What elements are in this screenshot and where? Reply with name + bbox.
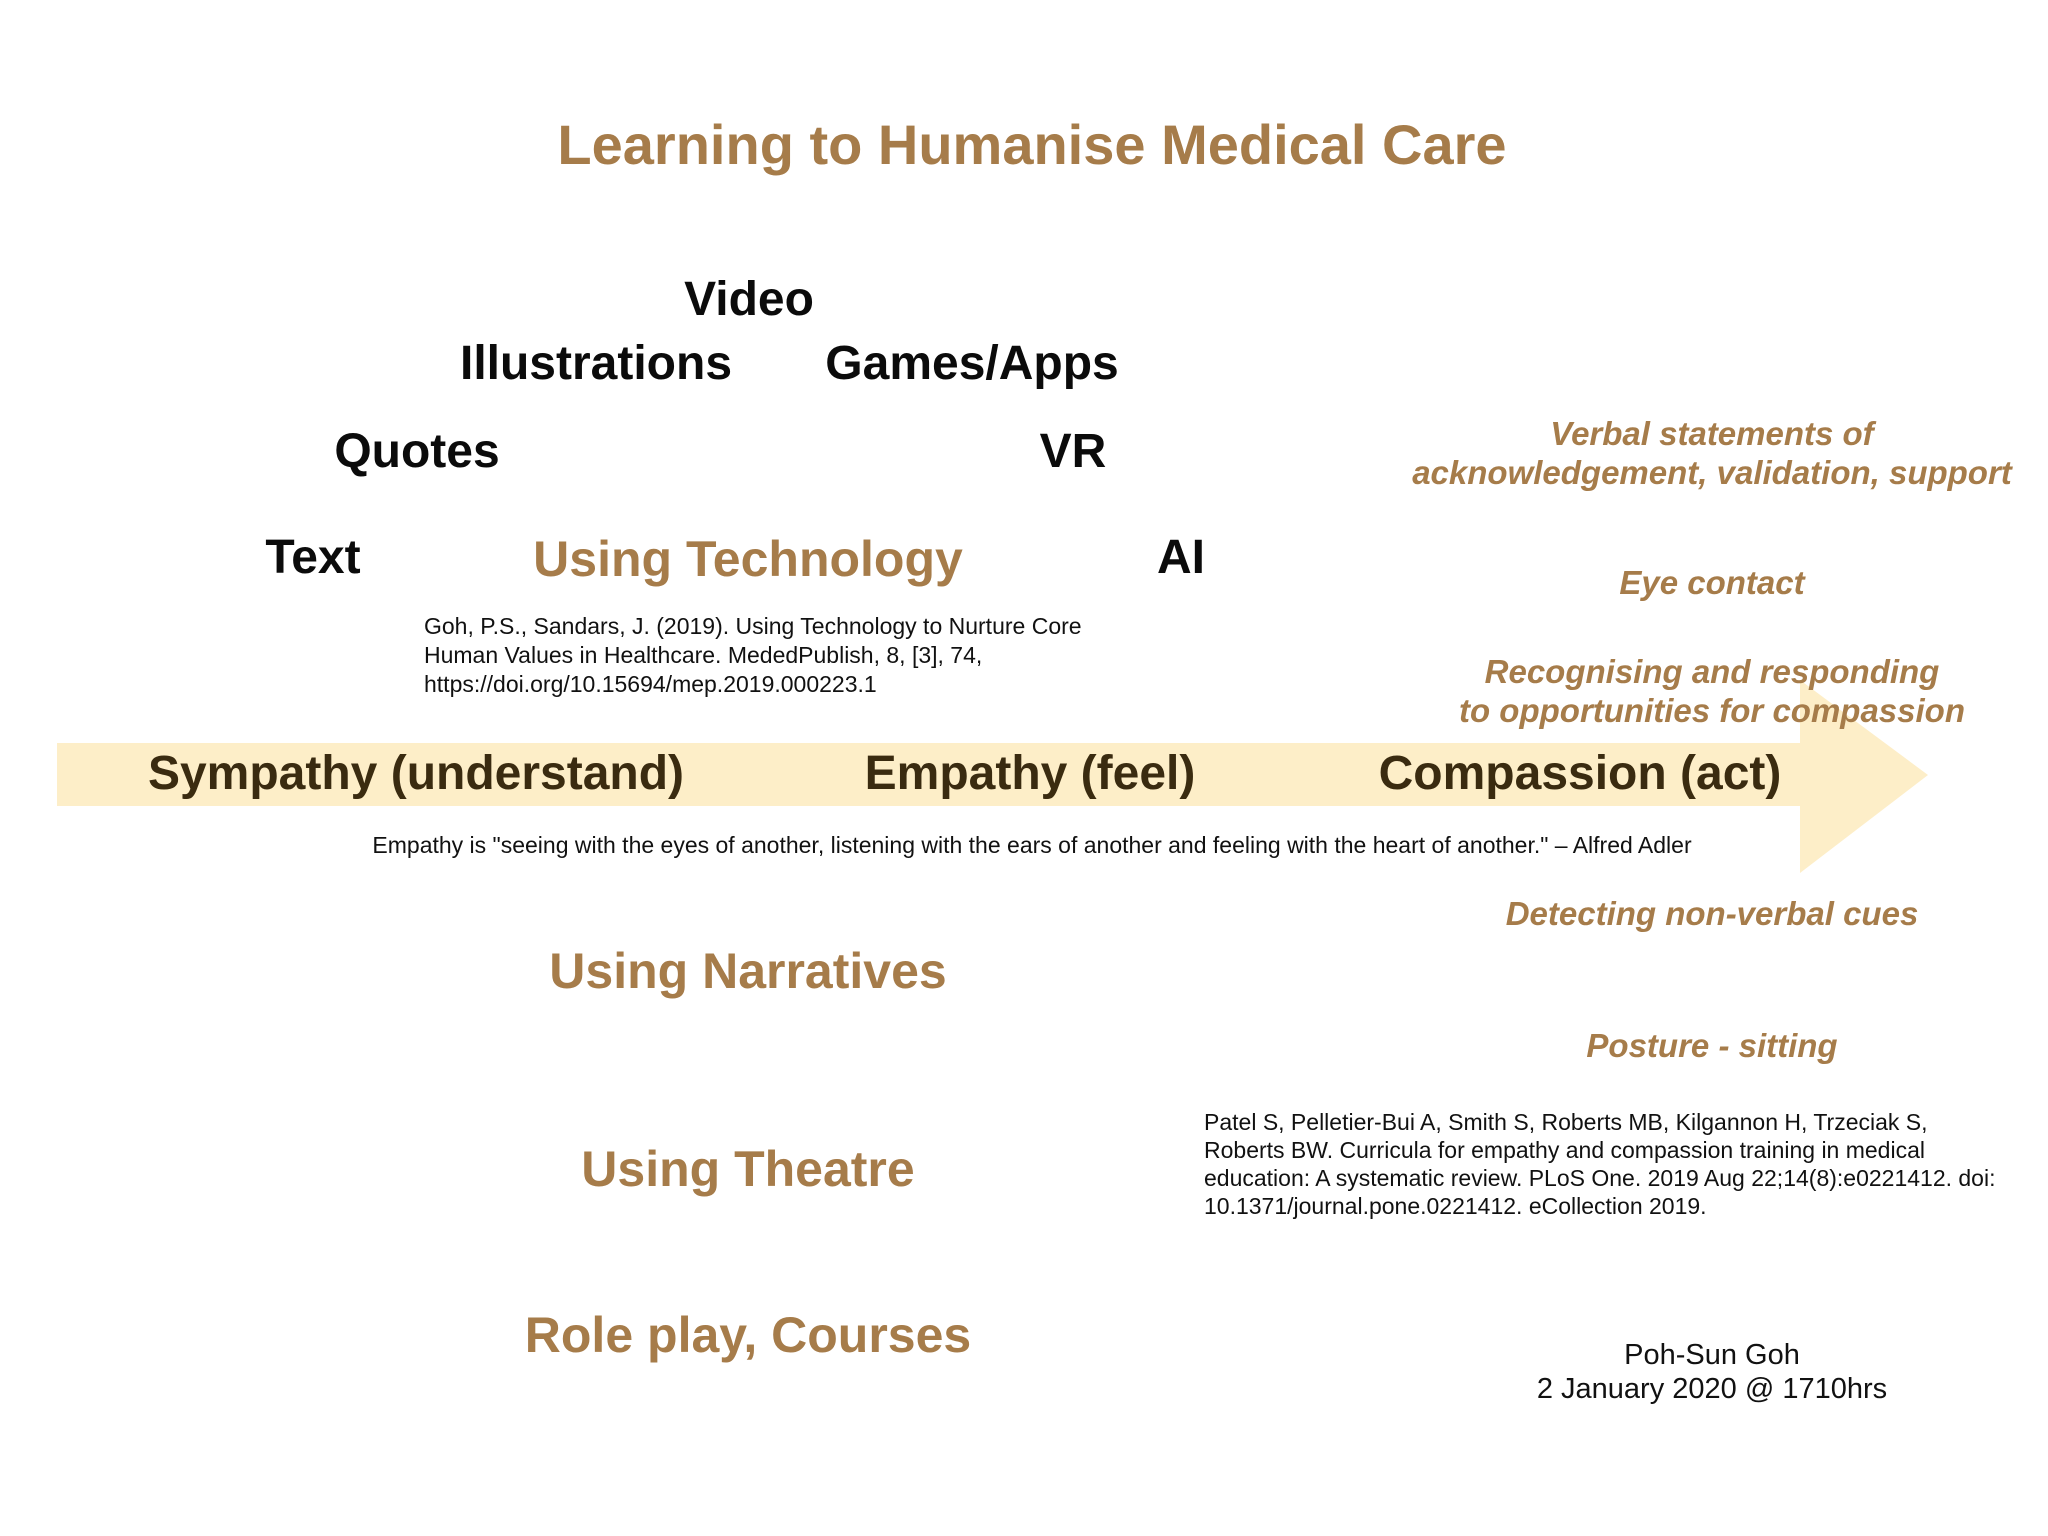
verbal-statements-line1: Verbal statements of [1550, 415, 1874, 452]
media-vr: VR [1039, 425, 1107, 478]
author-date: 2 January 2020 @ 1710hrs [1536, 1373, 1888, 1405]
verbal-statements [1412, 414, 2012, 492]
media-ai: AI [1157, 531, 1205, 584]
media-text: Text [265, 531, 361, 584]
author-name: Poh-Sun Goh [1624, 1339, 1800, 1371]
arrow-label-sympathy: Sympathy (understand) [147, 747, 685, 800]
eye-contact: Eye contact [1619, 564, 1805, 601]
recognising-line1: Recognising and responding [1484, 653, 1940, 690]
page-title: Learning to Humanise Medical Care [557, 113, 1507, 176]
verbal-statements-line2: acknowledgement, validation, support [1412, 454, 2012, 491]
using-theatre-heading: Using Theatre [581, 1141, 915, 1197]
author-block [1537, 1338, 1887, 1406]
using-technology-heading: Using Technology [533, 531, 963, 587]
role-play-courses-heading: Role play, Courses [524, 1307, 972, 1363]
detecting-nonverbal-cues: Detecting non-verbal cues [1505, 895, 1919, 932]
media-illustrations: Illustrations [459, 337, 733, 390]
adler-quote: Empathy is "seeing with the eyes of another, listening with the ears of another and feeling with the heart of another." – Alfred Adler [372, 832, 1692, 858]
posture-sitting: Posture - sitting [1586, 1027, 1838, 1064]
reference-goh: Goh, P.S., Sandars, J. (2019). Using Technology to Nurture Core Human Values in Healthcare. MededPublish, 8, [3], 74, https://doi.org/10.15694/mep.2019.000223.1 [424, 613, 1082, 697]
recognising-line2: to opportunities for compassion [1458, 692, 1966, 729]
media-games-apps: Games/Apps [825, 337, 1119, 390]
arrow-label-empathy: Empathy (feel) [864, 747, 1196, 800]
recognising-responding [1459, 652, 1965, 730]
arrow-label-compassion: Compassion (act) [1378, 747, 1782, 800]
using-narratives-heading: Using Narratives [549, 943, 947, 999]
media-video: Video [684, 273, 814, 326]
reference-patel: Patel S, Pelletier-Bui A, Smith S, Roberts MB, Kilgannon H, Trzeciak S, Roberts BW. Curricula for empathy and compassion training in medical education: A systematic review. PLoS One. 2019 Aug 22;14(8):e0221412. doi: 10.1371/journal.pone.0221412. eCollection 2019. [1204, 1109, 1996, 1219]
media-quotes: Quotes [334, 425, 500, 478]
